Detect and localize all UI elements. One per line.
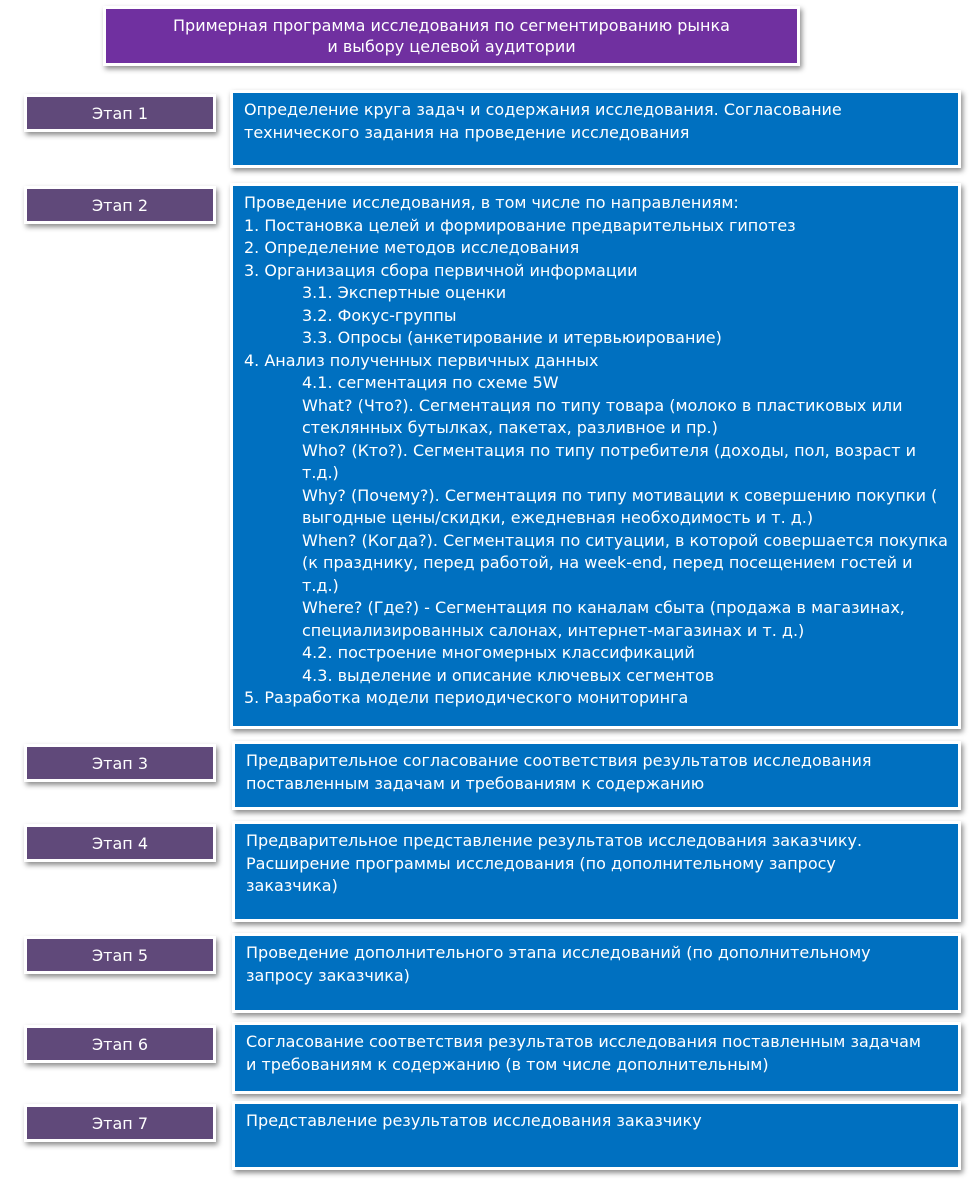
stage-7-description	[232, 1101, 961, 1170]
stage-2-line: 3.1. Экспертные оценки	[302, 283, 507, 302]
stage-2-line: 4.3. выделение и описание ключевых сегментов	[302, 665, 715, 685]
stage-3-line: поставленным задачам и требованиям к содержанию	[246, 773, 705, 793]
stage-3-line: Предварительное согласование соответствия результатов исследования	[246, 751, 872, 770]
stage-2-line: 5. Разработка модели периодического мониторинга	[244, 688, 689, 707]
stage-1-line: технического задания на проведение исследования	[244, 122, 690, 142]
stage-2-line: 4.2. построение многомерных классификаций	[302, 643, 695, 662]
stage-4-label: Этап 4	[24, 824, 216, 862]
stage-5-line: запросу заказчика)	[246, 965, 410, 985]
title-line-1: Примерная программа исследования по сегментированию рынка	[173, 16, 730, 35]
stage-6-label: Этап 6	[24, 1025, 216, 1063]
stage-4-description	[232, 821, 961, 922]
stage-5-label: Этап 5	[24, 936, 216, 974]
program-title	[103, 6, 800, 66]
stage-2-line: What? (Что?). Сегментация по типу товара (молоко в пластиковых или стеклянных бутылках, пакетах, разливное и пр.)	[302, 395, 903, 437]
stage-7-label: Этап 7	[24, 1104, 216, 1142]
title-line-2: и выбору целевой аудитории	[327, 37, 576, 56]
stage-2-line: Who? (Кто?). Сегментация по типу потребителя (доходы, пол, возраст и т.д.)	[302, 440, 917, 482]
stage-2-line: Where? (Где?) - Сегментация по каналам сбыта (продажа в магазинах, специализированных салонах, интернет-магазинах и т. д.)	[302, 598, 905, 640]
stage-2-line: When? (Когда?). Сегментация по ситуации, в которой совершается покупка (к празднику, перед работой, на week-end, перед посещением гостей и т.д.)	[302, 530, 948, 595]
stage-2-line: 4.1. сегментация по схеме 5W	[302, 373, 559, 392]
stage-2-line: 3.2. Фокус-группы	[302, 305, 457, 325]
stage-2-line: 3.3. Опросы (анкетирование и итервьюирование)	[302, 328, 722, 347]
stage-4-line: Расширение программы исследования (по дополнительному запросу	[246, 853, 836, 873]
stage-1-label: Этап 1	[24, 94, 216, 132]
stage-6-line: Согласование соответствия результатов исследования поставленным задачам	[246, 1032, 921, 1051]
stage-6-description	[232, 1022, 961, 1094]
stage-2-line: 4. Анализ полученных первичных данных	[244, 350, 599, 370]
stage-4-line: Предварительное представление результатов исследования заказчику.	[246, 831, 863, 850]
stage-3-label: Этап 3	[24, 744, 216, 782]
stage-5-line: Проведение дополнительного этапа исследований (по дополнительному	[246, 943, 871, 962]
stage-7-line: Представление результатов исследования заказчику	[246, 1111, 702, 1130]
stage-4-line: заказчика)	[246, 876, 338, 895]
stage-1-description	[230, 90, 961, 168]
stage-3-description	[232, 741, 961, 810]
stage-2-line: 1. Постановка целей и формирование предварительных гипотез	[244, 215, 796, 235]
stage-2-line: Why? (Почему?). Сегментация по типу мотивации к совершению покупки ( выгодные цены/скидки, ежедневная необходимость и т. д.)	[302, 485, 938, 527]
stage-2-line: 2. Определение методов исследования	[244, 238, 580, 257]
stage-2-label: Этап 2	[24, 186, 216, 224]
stage-2-line: 3. Организация сбора первичной информации	[244, 260, 638, 280]
stage-2-description	[230, 183, 961, 729]
stage-1-line: Определение круга задач и содержания исследования. Согласование	[244, 100, 842, 119]
stage-6-line: и требованиям к содержанию (в том числе дополнительным)	[246, 1054, 769, 1074]
stage-2-line: Проведение исследования, в том числе по направлениям:	[244, 193, 739, 212]
stage-5-description	[232, 933, 961, 1013]
